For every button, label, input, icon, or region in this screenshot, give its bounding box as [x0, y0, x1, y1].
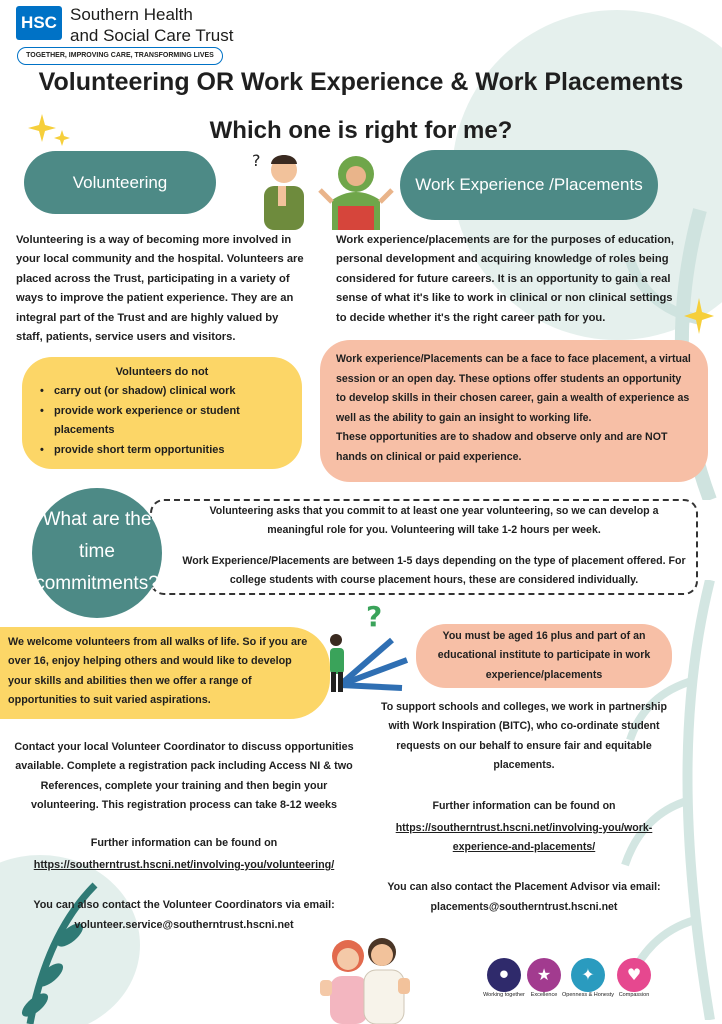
value-excellence: ★ Excellence	[514, 958, 574, 998]
value-working-together: ⚫ Working together	[474, 958, 534, 998]
value-openness-honesty: ✦ Openness & Honesty	[558, 958, 618, 998]
age-requirement-text: You must be aged 16 plus and part of an educational institute to participate in work experience/placements	[437, 630, 651, 681]
work-inspiration-support: To support schools and colleges, we work in partnership with Work Inspiration (BITC), who co-ordinate student requests on our behalf to ensure fair and equitable placements.	[381, 701, 667, 772]
work-experience-further-info: Further information can be found on	[432, 800, 616, 812]
sparkle-icon-right	[684, 298, 714, 334]
time-commitments-question: What are the time commitments?	[32, 488, 162, 618]
hsc-logo: HSC	[16, 6, 62, 40]
svg-text:?: ?	[252, 151, 261, 170]
thumbs-up-people-illustration	[318, 926, 410, 1024]
work-experience-link[interactable]: https://southerntrust.hscni.net/involving-you/work- experience-and-placements/	[395, 822, 653, 854]
trust-name: Southern Health and Social Care Trust	[70, 5, 234, 45]
list-item: • carry out (or shadow) clinical work	[36, 382, 288, 401]
age-requirement-box	[416, 624, 672, 688]
volunteers-do-not-heading: Volunteers do not	[115, 366, 209, 378]
people-icon: ⚫	[487, 958, 521, 992]
volunteering-time: Volunteering asks that you commit to at least one year volunteering, so we can develop a meaningful role for you. Volunteering will take 1-2 hours per week.	[209, 505, 659, 537]
work-experience-options-box	[320, 340, 708, 482]
welcome-volunteers-box	[0, 627, 330, 719]
placements-time: Work Experience/Placements are between 1-5 days depending on the type of placement offered. For college students with course placement hours, these are considered individually.	[182, 555, 686, 587]
work-experience-email[interactable]: placements@southerntrust.hscni.net	[430, 901, 618, 913]
thinking-man-illustration	[250, 146, 310, 230]
volunteers-do-not-box	[22, 357, 302, 469]
volunteering-link[interactable]: https://southerntrust.hscni.net/involving-you/volunteering/	[33, 859, 335, 871]
volunteering-heading: Volunteering	[24, 151, 216, 214]
volunteers-do-not-list	[36, 382, 288, 460]
volunteering-further-info: Further information can be found on	[90, 837, 278, 849]
work-experience-shadow-note: These opportunities are to shadow and observe only and are NOT hands on clinical or paid experience.	[336, 431, 668, 463]
star-person-icon: ★	[527, 958, 561, 992]
volunteering-email-intro: You can also contact the Volunteer Coordinators via email:	[33, 899, 335, 911]
volunteering-intro: Volunteering is a way of becoming more involved in your local community and the hospital. Volunteers are placed across the Trust, participating in a variety of ways to improve the patient experience. They are an integral part of the Trust and are highly valued by staff, patients, service users and visitors.	[16, 234, 304, 344]
woman-shrugging-illustration	[316, 150, 396, 230]
volunteering-email[interactable]: volunteer.service@southerntrust.hscni.net	[74, 919, 294, 931]
page-subtitle: Which one is right for me?	[209, 117, 513, 144]
open-hands-icon: ✦	[571, 958, 605, 992]
trust-tagline: TOGETHER, IMPROVING CARE, TRANSFORMING LIVES	[17, 47, 223, 65]
work-experience-heading: Work Experience /Placements	[400, 150, 658, 220]
value-compassion: ♥ Compassion	[604, 958, 664, 998]
heart-icon: ♥	[617, 958, 651, 992]
welcome-volunteers-text: We welcome volunteers from all walks of life. So if you are over 16, enjoy helping others and would like to develop your skills and abilities then we offer a range of opportunities to suit varied aspirations.	[8, 636, 308, 707]
list-item: • provide work experience or student placements	[36, 402, 288, 441]
direction-arrows-illustration	[322, 600, 414, 695]
list-item: • provide short term opportunities	[36, 441, 288, 460]
svg-text:?: ?	[366, 600, 383, 633]
work-experience-email-intro: You can also contact the Placement Advisor via email:	[387, 881, 661, 893]
volunteering-contact: Contact your local Volunteer Coordinator to discuss opportunities available. Complete a registration pack including Access NI & two References, complete your training and then begin your volunteering. This registration process can take 8-12 weeks	[14, 741, 354, 812]
work-experience-options: Work experience/Placements can be a face to face placement, a virtual session or an open day. These options offer students an opportunity to develop skills in their chosen career, gain a wealth of experience as well as the ability to gain an insight to working life.	[336, 353, 691, 424]
work-experience-intro: Work experience/placements are for the purposes of education, personal development and acquiring knowledge of roles being considered for future careers. It is an opportunity to gain a real sense of what it's like to work in clinical or non clinical settings to decide whether it's the right career path for you.	[336, 234, 675, 324]
page-title: Volunteering OR Work Experience & Work Placements	[38, 68, 684, 96]
